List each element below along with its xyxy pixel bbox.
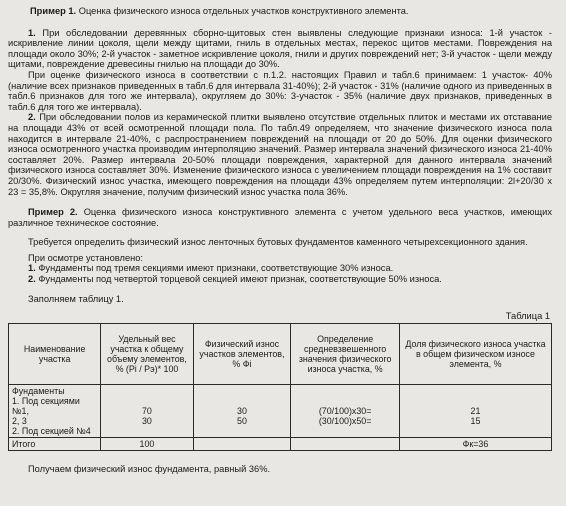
finding-1-text: Фундаменты под тремя секциями имеют признаки, соответствующие 30% износа. bbox=[35, 263, 394, 274]
cell-weight: 70 30 bbox=[101, 384, 193, 437]
cell-total-empty-1 bbox=[193, 437, 291, 450]
example1-item1 bbox=[8, 28, 552, 70]
table-row-total bbox=[9, 437, 552, 450]
table-label: Таблица 1 bbox=[505, 311, 550, 322]
finding-2-number: 2. bbox=[28, 274, 36, 285]
cell-total-share: Фк=36 bbox=[399, 437, 551, 450]
result-text: Получаем физический износ фундамента, равный 36%. bbox=[28, 463, 271, 474]
example1-item1-para2: При оценке физического износа в соответствии с п.1.2. настоящих Правил и табл.6 принимаем: 1 участок- 40% (наличие всех признаков приведенных в табл.6 для интервала 31-40%); 2-й участок - 31% (наличие одного из приведенных в табл.6 признаков для того же интервала), округляем до 30%: 3-участок - 35% (наличие двух признаков, приведенных в табл.6 для того же интервала). bbox=[8, 69, 552, 112]
cell-calculation: (70/100)х30= (30/100)х50= bbox=[291, 384, 400, 437]
example2-heading: Оценка физического износа конструктивного элемента с учетом удельного веса участков, имеющих различное техническое состояние. bbox=[8, 207, 553, 228]
finding-2-text: Фундаменты под четвертой торцевой секцией имеют признак, соответствующие 50% износа. bbox=[35, 274, 442, 285]
example2-inspect: При осмотре установлено: bbox=[28, 252, 144, 263]
finding-1-number: 1. bbox=[28, 263, 36, 274]
fill-table-note: Заполняем таблицу 1. bbox=[28, 293, 124, 304]
cell-total-empty-2 bbox=[291, 437, 400, 450]
cell-total-weight: 100 bbox=[101, 437, 193, 450]
finding-1 bbox=[8, 263, 552, 274]
table-row bbox=[9, 384, 552, 437]
header-section-name: Наименование участка bbox=[9, 323, 101, 384]
example2-label: Пример 2. bbox=[28, 207, 78, 218]
header-wear-share: Доля физического износа участка в общем физическом износе элемента, % bbox=[399, 323, 551, 384]
item1-text: При обследовании деревянных сборно-щитовых стен выявлены следующие признаки износа: 1-й участок - искривление линии цоколя, щели между щитами, гниль в отдельных местах, перекос щитов местами. Повреждения на площади около 30%; 2-й участок - заметное искривление цоколя, гнили и других повреждений нет; 3-й участок - щели между щитами, повреждение древесины гнилью на площади до 30%. bbox=[8, 27, 552, 70]
cell-share: 21 15 bbox=[399, 384, 551, 437]
cell-wear: 30 50 bbox=[193, 384, 291, 437]
wear-table bbox=[8, 323, 552, 451]
example2-task: Требуется определить физический износ ленточных бутовых фундаментов каменного четырехсекционного здания. bbox=[28, 237, 528, 248]
table-header-row bbox=[9, 323, 552, 384]
header-weighted-value: Определение средневзвешенного значения физического износа участка, % bbox=[291, 323, 400, 384]
item1-number: 1. bbox=[28, 27, 36, 38]
item2-number: 2. bbox=[28, 112, 36, 123]
example1-title bbox=[8, 6, 552, 17]
example1-label: Пример 1. bbox=[30, 6, 77, 16]
example2-title bbox=[8, 207, 552, 228]
example1-item2 bbox=[8, 112, 552, 197]
finding-2 bbox=[8, 274, 552, 285]
example1-heading: Оценка физического износа отдельных участков конструктивного элемента. bbox=[76, 6, 409, 16]
item2-text: При обследовании полов из керамической плитки выявлено отсутствие отдельных плиток и местами их отставание на площади 43% от всей осмотренной площади пола. По табл.49 определяем, что значение физического износа пола находится в интервале 21-40%, с распространением повреждений на площади от 20 до 50%. Для оценки физического износа осмотренного участка производим интерполяцию значений. Размер интервала значений физического износа 21-40% составляет 20%. Размер интервала 20-50% площади повреждения, характерной для данного интервала значений физического износа составляет 30%. Изменение физического износа с увеличением площади повреждения на 1% составит 20/30%. Физический износ участка, имеющего повреждения на площади 43% определяем путем интерполяции: 2l+20/30 х 23 = 35,8%. Округляя значение, получим физический износ участка пола 36%. bbox=[8, 112, 552, 197]
cell-total-name: Итого bbox=[9, 437, 101, 450]
header-wear: Физический износ участков элементов, % Фi bbox=[193, 323, 291, 384]
cell-section-name: Фундаменты 1. Под секциями №1, 2, 3 2. Под секцией №4 bbox=[9, 384, 101, 437]
header-specific-weight: Удельный вес участка к общему объему элементов, % (Pi / Pэ)* 100 bbox=[101, 323, 193, 384]
